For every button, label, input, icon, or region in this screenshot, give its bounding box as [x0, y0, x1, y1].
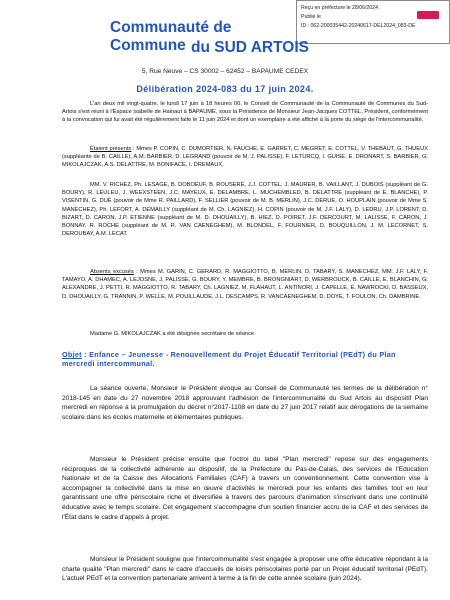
presents-label: Étaient présents — [90, 146, 132, 152]
body-text-3: Monsieur le Président souligne que l'intercommunalité s'est engagée à proposer une offre éducative répondant à la charte qualité "Plan mercredi" dans le cadre d'accueils de loisirs périscolaires porté par un Projet éducatif territorial (PEdT). L'actuel PEdT et la convention partenariale arrivent à terme à la fin de cette année scolaire (juin 2024). — [62, 556, 428, 583]
prefecture-stamp — [296, 0, 450, 44]
deliberation-title: Délibération 2024-083 du 17 juin 2024. — [136, 84, 314, 94]
stamp-received-line: Reçu en préfecture le 28/06/2024 — [301, 5, 379, 11]
objet-label: Objet — [62, 350, 82, 359]
absents-text: : Mmes M. GARIN, C. GERARD, R. MAGGIOTTO, B. MERLIN, D. TABARY, S. MANECHEZ, MM. J.F. LALY, F. TAMAYO, A. DHAMEC, A. LEJOSNE, J. PALISSE, G. BOURY, Y. MEMBRE, B. BRONGNIART, D. WERBROUCK, B. CAILLE, E. BLANCHIN, G. ALEXANDRE, J. PETTI, R. MAGGIOTTO, R. TABARY, Ch. LAGNIEZ, M. FLAHAUT, L. ANTINORI, J. CAPELLE, E. NAWROCKI, D. BASSEUX, D. DHOUAILLY, G. TRANNIN, P. WELLE, M. POUILLAUDE, J.L. DESCAMPS, R. VANCAENEGHEM, D. DOYE, T. FOULON, Ch. DAMBRINE. — [62, 269, 428, 300]
absents-paragraph — [62, 268, 428, 301]
presents-paragraph — [62, 145, 428, 170]
body-paragraph-2 — [62, 455, 428, 522]
secretary-text: Madame G. MIKOLAJCZAK a été désignée secrétaire de séance. — [90, 331, 256, 337]
community-title-line2: du SUD ARTOIS — [191, 39, 309, 56]
objet-heading — [62, 350, 428, 369]
address-line: 5, Rue Neuve – CS 30002 – 62452 – BAPAUME CEDEX — [141, 68, 309, 75]
intro-text: L'an deux mil vingt-quatre, le lundi 17 juin à 18 heures 00, le Conseil de Communauté de la Communauté de Communes du Sud-Artois s'est réuni à l'Espace Isabelle de Hainaut à BAPAUME, sous la Présidence de Monsieur Jean-Jacques COTTEL, Président, conformément à la convocation qui lui avait été régulièrement faite le 11 juin 2024 et dont un exemplaire a été affiché à la porte du siège de l'intercommunalité. — [62, 101, 428, 124]
presents-men-text: MM. V. RICHEZ, Ph. LESAGE, B. DOBOEUF, B. ROUSERÉ, J.J. COTTEL, J. MAURER, B. VAILLANT, J. DUBOIS (suppléant de G. BOURY), R. LEULEU, J. WEEXSTEEN, J.C. MAYEUX, E. DELAMBRE, L. MUCHEMBLED, B. DELATTRE (suppléant de E. BLANCHE), P. VISENTIN, G. DUÉ (pouvoir de Mme R. PAILLARD), F. SELLIER (pouvoir de M. B. MERLIN), J.C. DERUE, O. HOUPLAIN (pouvoir de Mme S. MANECHEZ), Ph. LEFORT, A. DEMAILLY (suppléant de M. Ch. LAGNIEZ), H. COPIN (pouvoir de M. J.F. LALY), D. LEDRU, J.P. LORENT, D. BIZART, D. CARON, J.P. ETIENNE (suppléant de M. D. DHOUAILLY), B. HIEZ, D. POIRET, J.F. DERCOURT, M. LALISSE, F. CARON, J. BONNAY, R. ROCHE (suppléant de M. R. VAN CAENEGHEM), M. BLONDEL, F. FOURNIER, D. BOUQUILLON, J. M. LECORNET, S. DEROUBAY, A.M. LECAT. — [62, 182, 428, 238]
body-paragraph-3 — [62, 555, 428, 584]
presents-text: : Mmes P. COPIN, C. DUMORTIER, N. FAUCHE, E. GARRET, C. MEGRET, E. COTTEL, V. THEBAUT, G. THUEUX (suppléante de B. CAILLE), A.M. BARBIER, D. LEGRAND (pouvoir de M. J. PALISSE), F. LETURCQ, I. GUISE, E. DRONART, S. BARBIER, G. MIKOLAJCZAK, A.S. DELATTRE, M. BONIFACE, I. DREMAUX, — [62, 146, 428, 169]
secretary-paragraph — [62, 330, 428, 338]
stamp-published-line: Publié le — [301, 14, 321, 20]
berger-levrault-logo — [417, 11, 439, 19]
body-text-1: La séance ouverte, Monsieur le Président évoque au Conseil de Communauté les termes de la délibération n° 2018-145 en date du 27 novembre 2018 approuvant l'adhésion de l'intercommunalité du Sud Artois au dispositif Plan mercredi en réponse à la promulgation du décret n°2017-1108 en date du 27 juin 2017 relatif aux dérogations de la semaine scolaire dans les écoles maternelle et élémentaires publiques. — [62, 385, 428, 421]
body-text-2: Monsieur le Président précise ensuite que l'octroi du label "Plan mercredi" repose sur des engagements réciproques de la collectivité adhérente au dispositif, de la Préfecture du Pas-de-Calais, des services de l'Education Nationale et de la Caisse des Allocations Familiales (CAF) à travers un conventionnement. Cette convention vise à accompagner la collectivité dans la mise en œuvre d'activités le mercredi pour les enfants des familles tout en leur garantissant une offre périscolaire riche et diversifiée à travers des parcours d'animation s'inscrivant dans une continuité éducative avec le temps scolaire. Cet engagement s'accompagne d'un soutien financier accru de la CAF et des services de l'État dans le cadre d'appels à projet. — [62, 456, 428, 521]
intro-paragraph — [62, 100, 428, 125]
stamp-id-line: ID : 062-200035442-20240617-DEL2024_083-DE — [301, 23, 416, 29]
community-title-line1: Communauté de Commune — [110, 19, 232, 54]
presents-men-paragraph — [62, 181, 428, 238]
body-paragraph-1 — [62, 384, 428, 422]
absents-label: Absents excusés — [90, 269, 134, 275]
objet-text: : Enfance – Jeunesse - Renouvellement du Projet Éducatif Territorial (PEdT) du Plan mercredi intercommunal. — [62, 350, 396, 369]
